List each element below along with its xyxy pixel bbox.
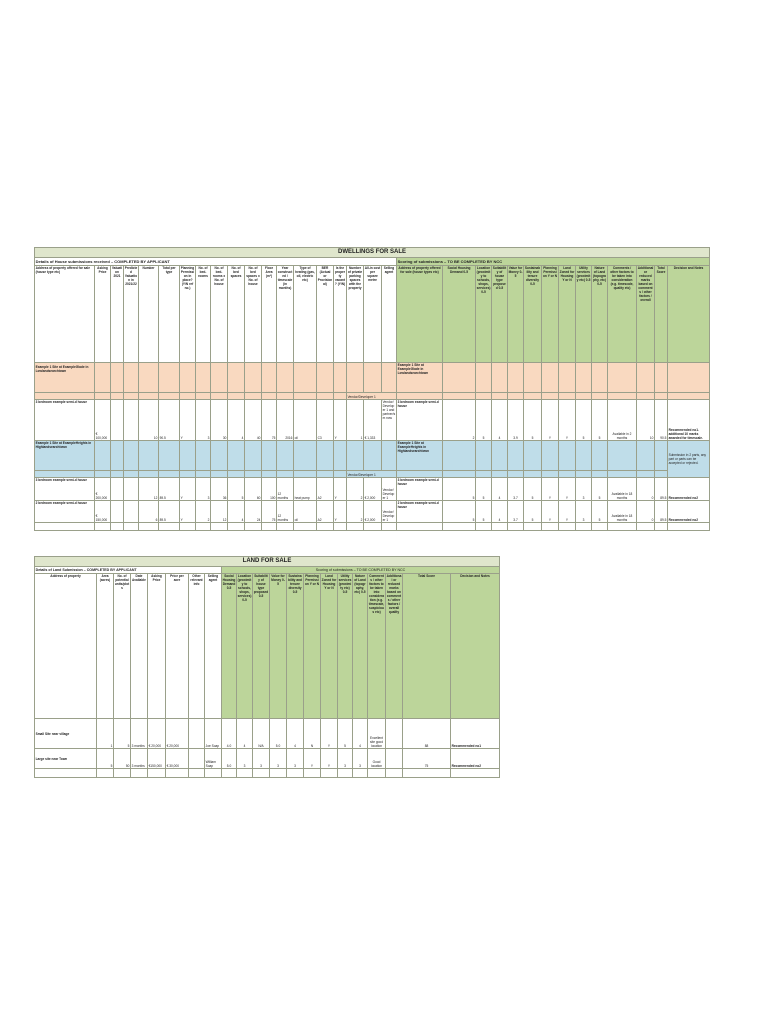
dw-header: Planning Permission Y or N [542,266,559,363]
land-header: Additional or reduced marks based on comments / other factors / overall quality [386,574,403,719]
dw-row-score-vfm: 3.9 [508,400,524,441]
dw-row-beds-x: 30 [211,400,228,441]
dw-row-total: 89.5 [159,478,180,501]
dwellings-applicant-section: Details of House submissions received – COMPLETED BY APPLICANT [35,258,397,266]
dw-header: BER (Actual or Provisional) [317,266,334,363]
dw-header: Number [139,266,159,363]
dw-header: Address of property offered for sale (house types etc) [397,266,443,363]
land-title: LAND FOR SALE [35,557,500,567]
land-row-score-vfm: 3 [270,749,287,769]
land-header: Location (proximity to schools, shops, services) 0-5 [237,574,253,719]
dw-row-additional: 10 [637,400,655,441]
dw-header: No. of bed-rooms x No. of house [211,266,228,363]
dw-row-score-vfm: 3.7 [508,478,524,501]
land-header: Suitability of house type proposed 0-5 [253,574,270,719]
dw-row-score-planning: Y [542,400,559,441]
land-row-area: 1 [97,719,114,749]
dw-row-cost: € 2,000 [364,501,382,523]
land-row-address: Small Site near village [35,719,97,749]
dw-row-planning: Y [180,400,196,441]
dw-row-number: 6 [139,501,159,523]
land-applicant-section: Details of Land Submission – COMPLETED BY APPLICANT [35,567,222,574]
land-row-score-sustainability: 3 [287,749,304,769]
dw-row-beds-x: 36 [211,478,228,501]
land-row-per-acre: € 20,000 [166,719,189,749]
land-row-date: 3 months [131,719,148,749]
land-row-total-score: 88 [403,719,451,749]
land-row-score-nature: 4 [353,719,368,749]
dw-row-parking: 2 [347,501,364,523]
dw-row-price: € 150,000 [95,501,111,523]
dw-ex2-decision: Submission in 2 parts, any part or parts can be accepted or rejected. [668,441,710,478]
dwellings-table [34,247,710,531]
dw-row-score-suitability: 4 [492,478,508,501]
dw-row-score-nature: 5 [592,478,608,501]
land-header: Nature of Land (topography, etc) 0-5 [353,574,368,719]
dw-row-spaces: 5 [228,478,245,501]
dw-row-comments: Available in 2 months [608,400,637,441]
dw-row-score-location: 5 [476,478,492,501]
dw-ex2-ncc-site-address: Example 1 Site at ExampleHeights in Highlandsearchtown [397,441,443,471]
dw-row-vacant: Y [334,478,347,501]
land-row-additional [386,749,403,769]
dw-row-address: 2 bedroom example semi-d house [35,501,95,523]
land-row-other [189,749,205,769]
land-row-score-utility: 3 [338,749,353,769]
dw-row-score-utility: 3 [576,478,592,501]
dw-header: Predicted Valuation in 2021/22 [124,266,139,363]
dw-row-parking: 2 [347,478,364,501]
land-row-price: € 20,000 [148,719,166,749]
land-row-score-planning: Y [304,749,321,769]
dw-row-number: 12 [139,478,159,501]
land-row-per-acre: € 30,000 [166,749,189,769]
land-row-decision: Recommended no1 [451,719,500,749]
dw-row-agent: Vendor/Developer 1 [382,501,397,523]
land-header: Price per acre [166,574,189,719]
land-row-score-location: 4 [237,719,253,749]
dw-row-ncc-address: 2 bedroom example semi-d house [397,501,443,523]
land-header: Address of property [35,574,97,719]
dw-row-planning: Y [180,478,196,501]
dw-row-address: 3 bedroom example semi-d house [35,400,95,441]
dw-row-score-demand: 2 [443,400,476,441]
land-row-score-location: 3 [237,749,253,769]
land-row-score-suitability: N/A [253,719,270,749]
land-header: Land Zoned for Housing Y or N [321,574,338,719]
land-row-comments: Good location [368,749,386,769]
dw-ex1-site-address: Example 1 Site at ExampleGlade in Lowlandsearchtown [35,363,95,393]
land-header: Other relevant info [189,574,205,719]
dw-row-total: 89.5 [159,501,180,523]
dw-header: Type of heating (gas, oil, electric etc) [294,266,317,363]
dw-row-spaces-x: 40 [245,400,262,441]
dw-row-score-vfm: 3.7 [508,501,524,523]
dw-row-score-planning: Y [542,478,559,501]
dw-row-score-location: 5 [476,501,492,523]
land-row-score-utility: 5 [338,719,353,749]
land-row-score-planning: N [304,719,321,749]
land-row-price: €150,000 [148,749,166,769]
dw-row-score-demand: 5 [443,478,476,501]
dw-header: No. of bed-rooms [196,266,211,363]
land-row-score-sustainability: 4 [287,719,304,749]
dw-row-beds-x: 12 [211,501,228,523]
dw-header: Planning Permission in place? (Y/N ref no.) [180,266,196,363]
dw-row-score-nature: 5 [592,501,608,523]
land-header: Area (acres) [97,574,114,719]
dwellings-title: DWELLINGS FOR SALE [35,248,710,258]
dw-header: Number of private parking spaces with the property [347,266,364,363]
land-row-comments: Excellent site good location [368,719,386,749]
dw-row-decision: Recommended no1. additional 10 marks awarded for timescale. [668,400,710,441]
land-row-other [189,719,205,749]
dw-row-score-location: 5 [476,400,492,441]
dw-row-planning: Y [180,501,196,523]
dw-row-year: 12 months [277,478,294,501]
dw-row-price: € 200,000 [95,478,111,501]
dw-row-address: 3 bedroom example semi-d house [35,478,95,501]
dw-header: Location (proximity to schools, shops, services) 0-5 [476,266,492,363]
dw-row-year: 12 months [277,501,294,523]
dw-ex1-ncc-site-address: Example 1 Site at ExampleGlade in Lowlandsearchtown [397,363,443,393]
dw-header: Decision and Notes [668,266,710,363]
land-row-address: Large site near Town [35,749,97,769]
land-row-agent: Joe Soap [205,719,222,749]
dw-header: Land Zoned for Housing Y or N [559,266,576,363]
dw-row-spaces-x: 24 [245,501,262,523]
land-header: Social Housing Demand 0-5 [222,574,237,719]
land-header: Utility services (proximity etc) 0-5 [338,574,353,719]
land-row-area: 5 [97,749,114,769]
dw-header: Sustainability and tenure diversity 0-5 [524,266,542,363]
dw-row-ncc-address: 3 bedroom example semi-d house [397,400,443,441]
dw-header: Utility services (proximity etc) 0-5 [576,266,592,363]
dw-row-cost: € 2,000 [364,478,382,501]
dw-row-comments: Available in 18 months [608,501,637,523]
dw-row-floor: 75 [262,400,277,441]
dw-header: Is the property vacant? (Y/N) [334,266,347,363]
land-header: Comments / other factors to be taken into consideration (e.g. timescale, suspicious etc) [368,574,386,719]
dw-row-additional: 0 [637,501,655,523]
dw-header: Total Score [655,266,668,363]
dw-header: Total per type [159,266,180,363]
dw-header: Selling agent [382,266,397,363]
dw-row-score-utility: 5 [576,400,592,441]
dw-row-ncc-address: 3 bedroom example semi-d house [397,478,443,501]
dw-row-score-land: Y [559,501,576,523]
dw-row-spaces: 4 [228,501,245,523]
dw-row-price: € 100,000 [95,400,111,441]
dw-header: Address of property offered for sale (house type etc) [35,266,95,363]
dw-header: Suitability of house type proposed 0-5 [492,266,508,363]
dwellings-ncc-section: Scoring of submissions – TO BE COMPLETED BY NCC [397,258,710,266]
dw-row-score-nature: 5 [592,400,608,441]
land-row-score-demand: 5.0 [222,749,237,769]
dw-row-agent: Vendor/Developer 1 [382,478,397,501]
dw-header: Asking Price [95,266,111,363]
dw-header: Additional or reduced marks based on comments / other factors / overall [637,266,655,363]
dw-ex2-site-address: Example 1 Site at ExampleHeights in Highlandsearchtown [35,441,95,471]
dw-row-score-sustainability: 5 [524,501,542,523]
dw-row-additional: 0 [637,478,655,501]
dw-header: Social Housing Demand 0-5 [443,266,476,363]
dw-row-total-score: 89.5 [655,501,668,523]
land-header: Decision and Notes [451,574,500,719]
land-row-score-vfm: 5.0 [270,719,287,749]
dw-row-ber: C3 [317,400,334,441]
dw-row-ber: A2 [317,501,334,523]
dw-row-spaces-x: 60 [245,478,262,501]
land-header: Selling agent [205,574,222,719]
dw-row-ber: A2 [317,478,334,501]
land-header: Value for Money 0-5 [270,574,287,719]
dw-header: Value for Money 0-5 [508,266,524,363]
dw-header: All-in cost per square metre [364,266,382,363]
dw-row-score-sustainability: 5 [524,478,542,501]
land-row-date: 3 months [131,749,148,769]
dw-row-vacant: Y [334,400,347,441]
land-row-score-suitability: 3 [253,749,270,769]
dw-row-total-score: 89.5 [655,478,668,501]
dw-row-score-demand: 5 [443,501,476,523]
dw-row-score-suitability: 4 [492,501,508,523]
land-header: Sustainability and tenure diversity 0-5 [287,574,304,719]
dw-header: Nature of Land (topography, etc) 0-5 [592,266,608,363]
land-row-agent: William Soap [205,749,222,769]
dw-header: Comments / other factors to be taken into consideration (e.g. timescale, quality etc) [608,266,637,363]
land-row-score-demand: 4.0 [222,719,237,749]
dw-row-score-suitability: 4 [492,400,508,441]
dw-row-cost: € 1,333 [364,400,382,441]
dw-row-vacant: Y [334,501,347,523]
land-row-score-land: Y [321,749,338,769]
land-row-decision: Recommended no2 [451,749,500,769]
dw-row-decision: Recommended no2 [668,478,710,501]
dw-row-heating: heat pump [294,478,317,501]
dw-row-score-planning: Y [542,501,559,523]
land-row-additional [386,719,403,749]
land-row-score-land: Y [321,719,338,749]
dw-header: No. of bed spaces x No. of house [245,266,262,363]
dw-row-floor: 75 [262,501,277,523]
land-row-total-score: 75 [403,749,451,769]
dw-row-parking: 1 [347,400,364,441]
dw-header: No. of bed spaces [228,266,245,363]
dw-row-beds: 3 [196,478,211,501]
dw-row-total-score: 90.5 [655,400,668,441]
dw-ex1-vendor: Vendor/Developer 1 [347,393,397,400]
dw-row-agent: Vendor/Developer 1 and partner/sm now [382,400,397,441]
dw-header: Year constructed / timescale (in months) [277,266,294,363]
dw-row-heating: oil [294,501,317,523]
dw-ex2-vendor: Vendor/Developer 1 [347,471,397,478]
dw-row-beds: 2 [196,501,211,523]
land-ncc-section: Scoring of submissions – TO BE COMPLETED BY NCC [222,567,500,574]
land-table [34,556,500,778]
land-row-units: 50 [114,749,131,769]
land-header: Planning Permission Y or N [304,574,321,719]
dw-row-comments: Available in 18 months [608,478,637,501]
dw-row-score-sustainability: 5 [524,400,542,441]
dw-row-total: 90.5 [159,400,180,441]
land-header: No. of potential units/plots [114,574,131,719]
land-header: Asking Price [148,574,166,719]
land-row-units: 5 [114,719,131,749]
land-header: Date Available [131,574,148,719]
dw-row-floor: 100 [262,478,277,501]
dw-row-beds: 3 [196,400,211,441]
dw-row-spaces: 4 [228,400,245,441]
dw-row-score-land: Y [559,400,576,441]
dw-row-score-land: Y [559,478,576,501]
dw-header: Valuation 2021 [111,266,124,363]
dw-row-score-utility: 3 [576,501,592,523]
dw-row-decision: Recommended no2 [668,501,710,523]
dw-row-year: 2016 [277,400,294,441]
dw-row-heating: oil [294,400,317,441]
dw-row-number: 10 [139,400,159,441]
land-row-score-nature: 3 [353,749,368,769]
dw-header: Floor Area (m²) [262,266,277,363]
land-header: Total Score [403,574,451,719]
